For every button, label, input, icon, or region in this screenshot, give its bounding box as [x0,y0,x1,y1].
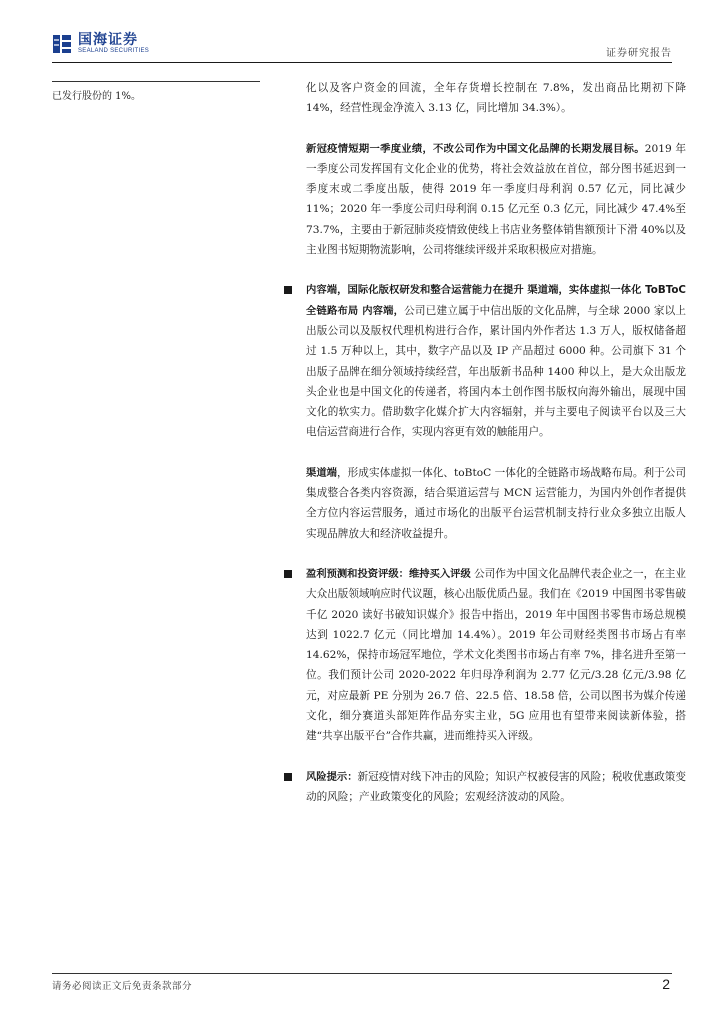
logo-english-name: SEALAND SECURITIES [78,48,150,54]
paragraph-channel [306,463,686,544]
footer-divider [52,973,672,974]
logo-chinese-name: 国海证券 [78,32,138,48]
report-type-label: 证券研究报告 [606,48,672,59]
header-divider [52,62,672,63]
bullet-square-icon [284,286,292,294]
bullet-content-body: 公司已建立属于中信出版的文化品牌，与全球 2000 家以上出版公司以及版权代理机构进行合作，累计国内外作者达 1.3 万人，版权储备超过 1.5 万种以上，其中，数字产品以及 IP 产品超过 6000 种。公司旗下 31 个出版子品牌在细分领域持续经营，年出版新书品种 1400 种以上，是大众出版龙头企业也是中国文化的传递者，将国内本土创作图书版权向海外输出，展现中国文化的软实力。借助数字化媒介扩大内容辐射，并与主要电子阅读平台以及三大电信运营商进行合作，实现内容更有效的触能用户。 [306,304,686,439]
page-number: 2 [662,976,670,992]
sidebar-divider [52,81,260,82]
sidebar-note: 已发行股份的 1%。 [52,91,142,102]
bullet-content-heading: 内容端，国际化版权研发和整合运营能力在提升 渠道端，实体虚拟一体化 ToBToC 全链路布局 内容端， [306,284,686,317]
bullet-rating [306,564,686,747]
paragraph-inventory: 化以及客户资金的回流，全年存货增长控制在 7.8%，发出商品比期初下降 14%，经营性现金净流入 3.13 亿，同比增加 34.3%）。 [306,82,686,115]
paragraph-channel-heading: 渠道端 [306,466,338,479]
page-header [52,30,672,60]
bullet-square-icon [284,773,292,781]
paragraph-channel-body: ，形成实体虚拟一体化、toBtoC 一体化的全链路市场战略布局。利于公司集成整合各类内容资源，结合渠道运营与 MCN 运营能力，为国内外创作者提供全方位内容运营服务，通过市场化的出版平台运营机制支持行业众多独立出版人实现品牌放大和经济收益提升。 [306,466,687,540]
paragraph-covid-body: 2019 年一季度公司发挥国有文化企业的优势，将社会效益放在首位，部分图书延迟到一季度末或二季度出版，使得 2019 年一季度归母利润 0.57 亿元，同比减少 11%；2020 年一季度公司归母利润 0.15 亿元至 0.3 亿元，同比减少 47.4%至 73.7%，主要由于新冠肺炎疫情致使线上书店业务整体销售额预计下滑 40%以及主业图书短期物流影响，公司将继续评级并采取积极应对措施。 [306,142,687,257]
footer-disclaimer: 请务必阅读正文后免责条款部分 [52,981,193,992]
company-logo [52,32,149,56]
sealand-logo-icon [52,33,72,55]
bullet-risk-heading: 风险提示： [306,770,358,783]
paragraph-covid-impact [306,139,686,261]
bullet-content-channel [306,280,686,442]
bullet-risk [306,767,686,808]
paragraph-covid-heading: 新冠疫情短期一季度业绩，不改公司作为中国文化品牌的长期发展目标。 [306,142,645,155]
bullet-square-icon [284,570,292,578]
bullet-rating-heading: 盈利预测和投资评级：维持买入评级 [306,567,471,580]
bullet-risk-body: 新冠疫情对线下冲击的风险；知识产权被侵害的风险；税收优惠政策变动的风险；产业政策变化的风险；宏观经济波动的风险。 [306,770,686,803]
main-content [306,78,686,807]
bullet-rating-body: 公司作为中国文化品牌代表企业之一，在主业大众出版领域响应时代议题，核心出版优质凸显。我们在《2019 中国图书零售破千亿 2020 读好书破知识媒介》报告中指出，2019 年中国图书零售市场总规模达到 1022.7 亿元（同比增加 14.4%）。2019 年公司财经类图书市场占有率 14.62%，保持市场冠军地位，学术文化类图书市场占有率 7%，排名进升至第一位。我们预计公司 2020-2022 年归母净利润为 2.77 亿元/3.28 亿元/3.98 亿元，对应最新 PE 分别为 26.7 倍、22.5 倍、18.58 倍，公司以图书为媒介传递文化，细分赛道头部矩阵作品夯实主业，5G 应用也有望带来阅读新体验，搭建“共享出版平台”合作共赢，进而维持买入评级。 [306,567,686,743]
